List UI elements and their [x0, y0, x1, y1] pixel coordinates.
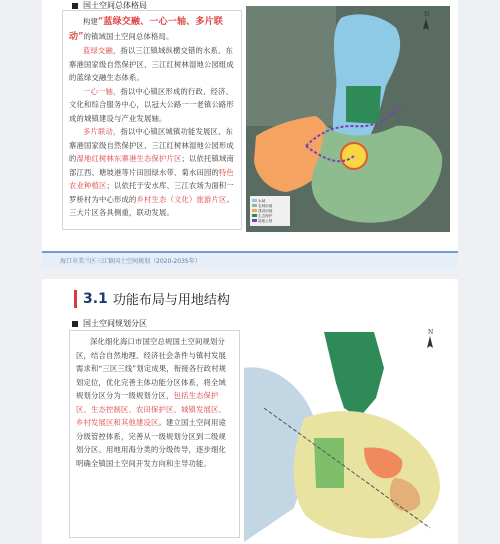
footer-text: 海口市美兰区三江镇国土空间规划（2020-2035年）	[60, 258, 201, 265]
text-box-top	[62, 10, 242, 230]
lead-prefix: 构建	[83, 17, 98, 26]
para-3-text-2: ；以依托镇域南部江西、塘坡港等片田园绿水带、菊水田园的	[69, 154, 234, 177]
para-3-text-4: 。三大片区各具侧重，联动发展。	[69, 194, 234, 217]
para-2	[69, 85, 235, 126]
para-3-text: 指以中心镇区城镇功能发展区、东寨港国家级自然保护区、三江红树林湿地公园形成的	[69, 127, 234, 163]
lead-suffix: 的镇域国土空间总体格局。	[83, 31, 174, 41]
para-2-key: 一心一轴，	[83, 86, 121, 96]
bottom-para-start: 深化细化海口市国空总规国土空间规划分区，结合自然地理、经济社会条件与镇村发展需求和“三区三线”划定成果，衔接各行政村规划定位，优化完善主体功能分区体系，将全域规划分区分为一级规划分区，	[76, 337, 227, 400]
subsection-heading	[72, 318, 147, 329]
bullet-square	[72, 3, 78, 9]
bottom-zones: 包括生态保护区、生态控制区、农田保护区、城镇发展区、乡村发展区和其他建设区	[76, 391, 226, 427]
lead-structure: “蓝绿交融、一心一轴、多片联动”	[69, 17, 223, 42]
section-heading-text: 国土空间总体格局	[83, 1, 147, 10]
legend-item-agri: 农林用地	[258, 204, 273, 208]
title-accent-bar	[74, 290, 77, 308]
overall-pattern-map	[246, 6, 450, 232]
map-center-circle	[341, 143, 367, 169]
map-green-protection	[346, 86, 381, 124]
para-3	[69, 125, 235, 220]
text-box-bottom	[69, 330, 240, 538]
svg-text:N: N	[428, 329, 434, 336]
bullet-square	[72, 321, 78, 327]
para-3-red-1: 湿地红树林东寨港生态保护片区	[76, 154, 182, 163]
section-title	[74, 289, 230, 308]
para-1-text: 指以三江镇域纵横交错的水系、东寨港国家级自然保护区、三江红树林湿地公园组成的蓝绿交融生态体系。	[69, 46, 234, 82]
bottom-paragraph	[76, 335, 233, 470]
legend-item-construction: 建设用地	[258, 209, 273, 213]
para-1	[69, 44, 235, 85]
page-footer	[42, 251, 458, 269]
zoning-map	[244, 328, 450, 542]
svg-text:N: N	[424, 11, 430, 18]
para-2-text: 指以中心镇区形成的行政、经济、文化和综合服务中心，以冠大公路一一老镇公路形成的城镇建设与产业发展轴。	[69, 86, 234, 123]
lead-paragraph	[69, 15, 235, 44]
legend-item-eco: 生态保护	[258, 214, 273, 218]
section-title-text: 功能布局与用地结构	[112, 293, 230, 308]
para-3-red-2: 特色农业种植区	[69, 167, 234, 190]
section-number: 3.1	[83, 290, 108, 307]
subsection-heading-text: 国土空间规划分区	[83, 319, 147, 328]
para-1-key: 蓝绿交融，	[83, 46, 121, 55]
para-3-key: 多片联动，	[83, 127, 121, 136]
map-terrain	[246, 6, 336, 126]
para-3-red-3: 乡村生态（文化）旅游片区	[136, 194, 227, 204]
para-3-text-3: ；以依托于安水库、三江农场为面积一罗桥村为中心形成的	[69, 181, 234, 204]
legend-item-park: 湿地公园	[258, 219, 273, 223]
legend-item-water: 水域	[258, 199, 266, 203]
bottom-para-end: 。建立国土空间用途分级管控体系，完善从一级规划分区到二级规划分区、用地用海分类的分级传导，逐步细化明确全镇国土空间开发方向和主导功能。	[76, 418, 226, 468]
